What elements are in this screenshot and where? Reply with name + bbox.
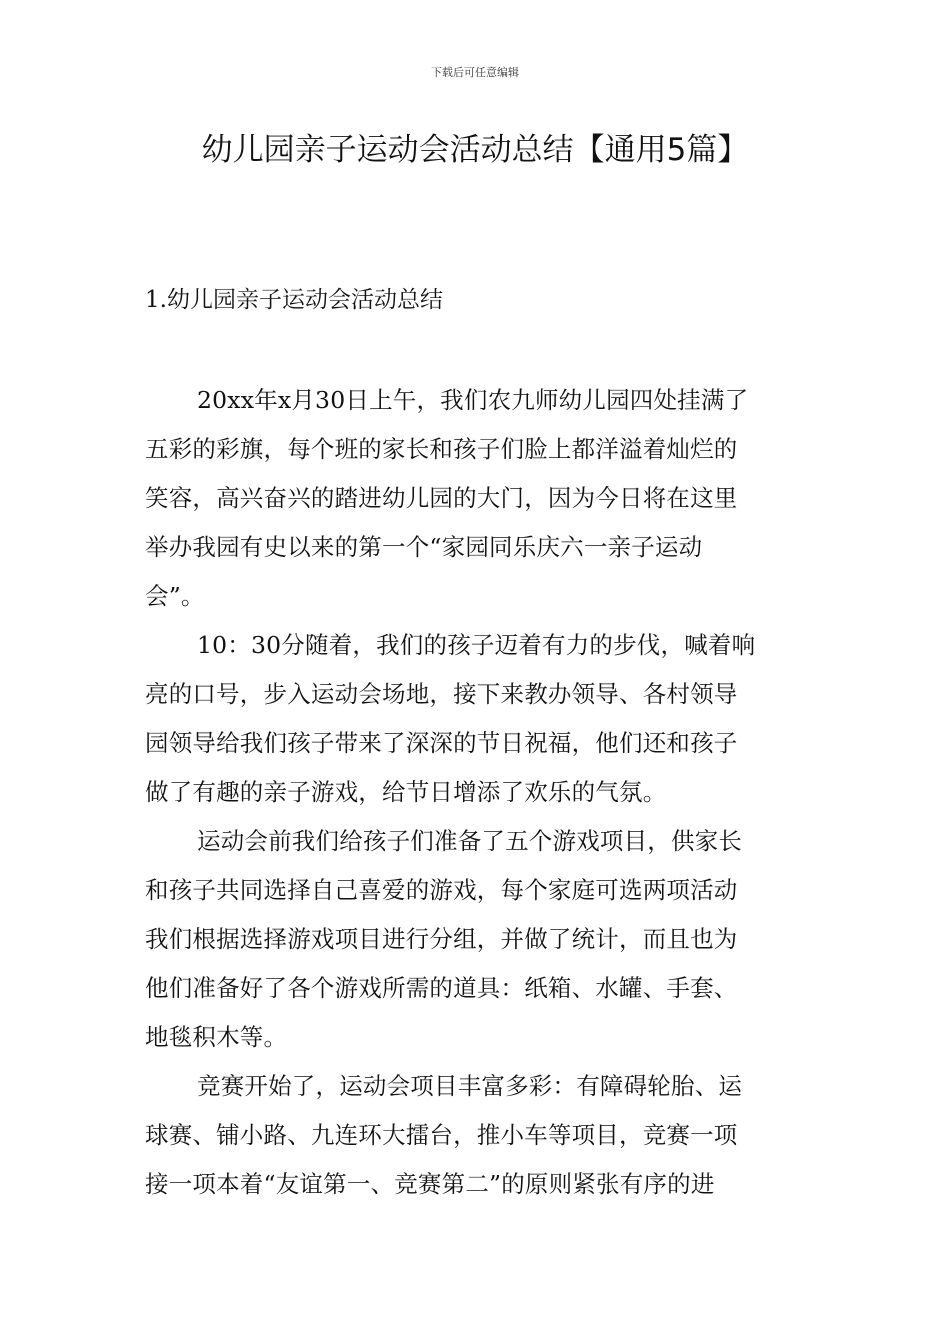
text-line: 园领导给我们孩子带来了深深的节日祝福，他们还和孩子 [145,729,738,757]
text-line: 和孩子共同选择自己喜爱的游戏，每个家庭可选两项活动 [145,876,738,904]
text-line: 做了有趣的亲子游戏，给节日增添了欢乐的气氛。 [145,778,667,806]
paragraph-4 [145,1062,807,1209]
text-line: 接一项本着“友谊第一、竞赛第二”的原则紧张有序的进 [145,1170,715,1198]
text-line: 五彩的彩旗，每个班的家长和孩子们脸上都洋溢着灿烂的 [145,435,738,463]
text-line: 我们根据选择游戏项目进行分组，并做了统计，而且也为 [145,925,738,953]
text-line: 20xx年x月30日上午，我们农九师幼儿园四处挂满了 [197,386,749,414]
body-text [145,376,807,1209]
text-line: 运动会前我们给孩子们准备了五个游戏项目，供家长 [197,827,743,855]
text-line: 地毯积木等。 [145,1023,288,1051]
paragraph-2 [145,621,807,817]
document-title: 幼儿园亲子运动会活动总结【通用5篇】 [201,132,749,168]
section-heading: 1.幼儿园亲子运动会活动总结 [145,287,443,313]
paragraph-3 [145,817,807,1062]
text-line: 举办我园有史以来的第一个“家园同乐庆六一亲子运动 [145,533,703,561]
text-line: 球赛、铺小路、九连环大擂台，推小车等项目，竞赛一项 [145,1121,738,1149]
text-line: 10：30分随着，我们的孩子迈着有力的步伐，喊着响 [197,631,756,659]
paragraph-1 [145,376,807,621]
text-line: 会”。 [145,582,205,610]
text-line: 亮的口号，步入运动会场地，接下来教办领导、各村领导 [145,680,738,708]
header-note: 下载后可任意编辑 [431,66,519,79]
text-line: 笑容，高兴奋兴的踏进幼儿园的大门，因为今日将在这里 [145,484,738,512]
text-line: 竞赛开始了，运动会项目丰富多彩：有障碍轮胎、运 [197,1072,743,1100]
text-line: 他们准备好了各个游戏所需的道具：纸箱、水罐、手套、 [145,974,738,1002]
